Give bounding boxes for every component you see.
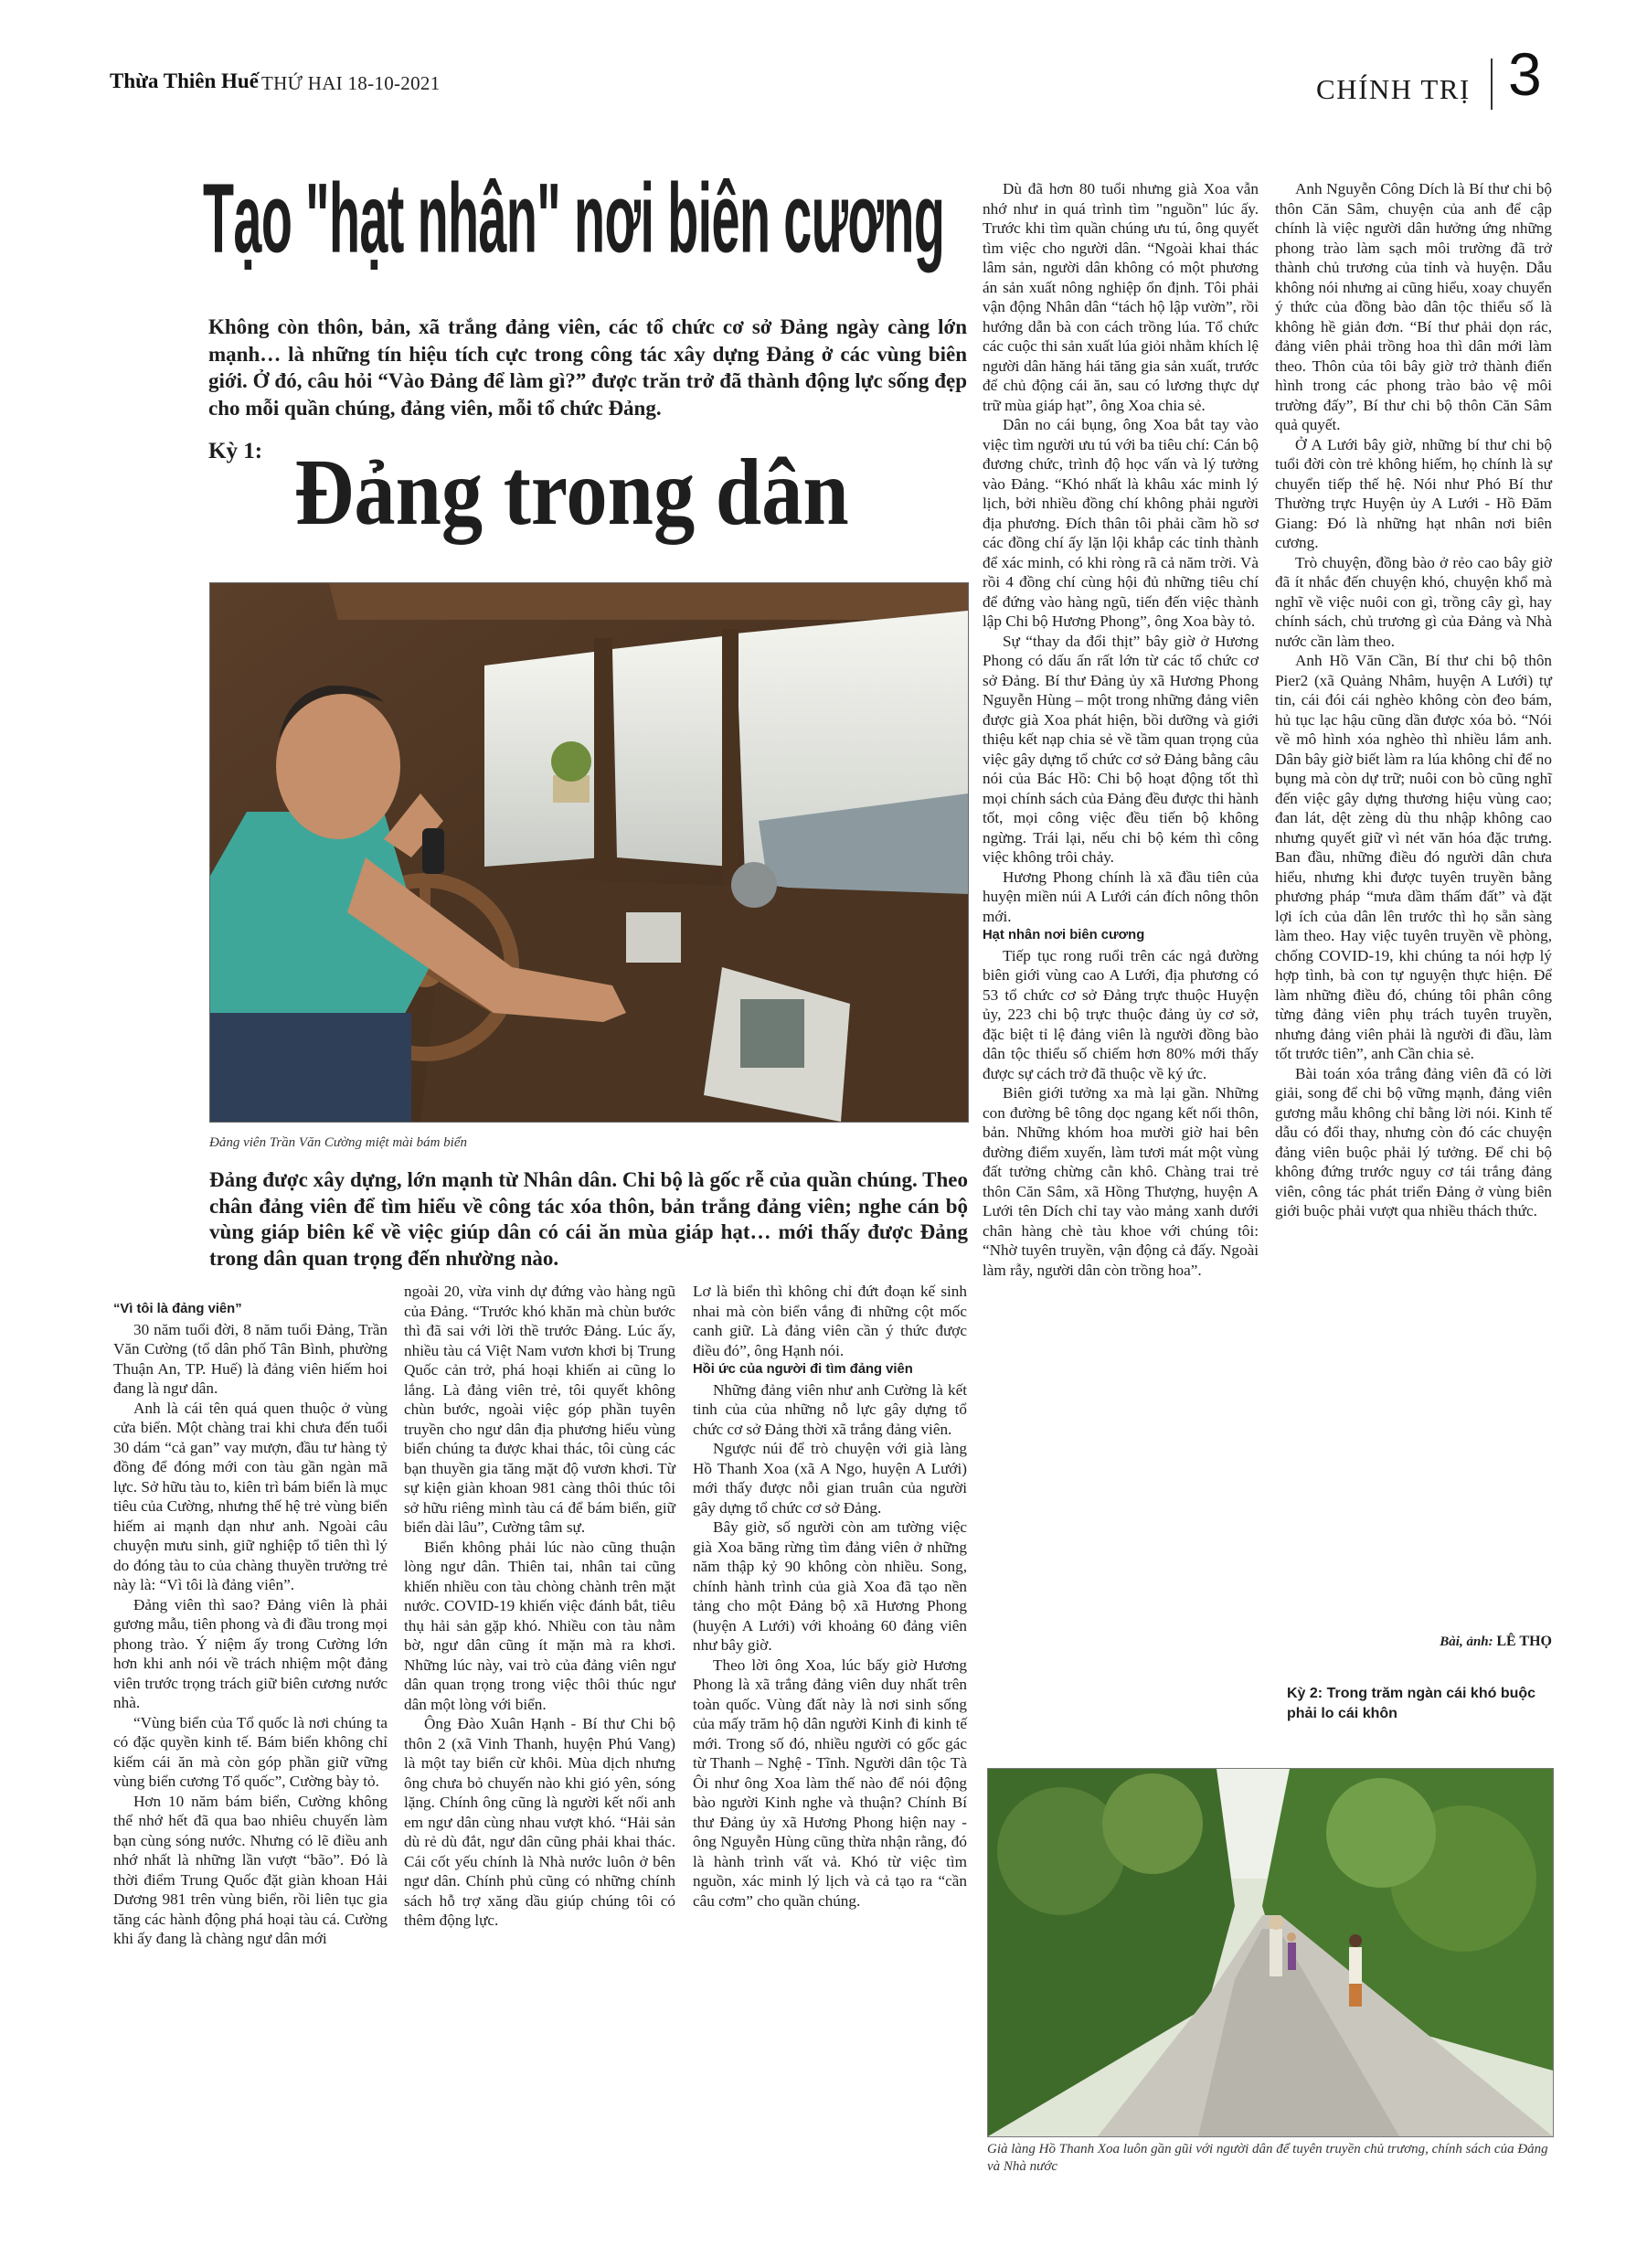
village-road-illustration (988, 1769, 1553, 2136)
paragraph: Bài toán xóa trắng đảng viên đã có lời giải, song để chi bộ vững mạnh, đảng viên gương mẫu không chỉ bằng lời nói. Kinh tế dẫu có đổi thay, nhưng còn đó các chuyện đảng viên buộc phải lý tưởng. Để chi bộ không đứng trước nguy cơ tái trắng đảng viên, công tác phát triển Đảng ở vùng biên giới buộc phải vượt qua nhiều thách thức. (1275, 1064, 1552, 1219)
section-heading: Hạt nhân nơi biên cương (983, 928, 1145, 942)
paragraph: Hương Phong chính là xã đầu tiên của huyện miền núi A Lưới cán đích nông thôn mới. (983, 868, 1259, 925)
page-number: 3 (1508, 40, 1542, 108)
section-name: CHÍNH TRỊ (1316, 73, 1471, 105)
paragraph: ngoài 20, vừa vinh dự đứng vào hàng ngũ của Đảng. “Trước khó khăn mà chùn bước thì đã sai với lời thề trước Đảng. Lúc ấy, nhiều tàu cá Việt Nam vươn khơi bị Trung Quốc cản trở, phá hoại khiến ai cũng lo lắng. Là đảng viên trẻ, tôi quyết không chùn bước, ngoài việc góp phần tuyên truyền cho ngư dân địa phương hiểu vùng biển chúng ta được khai thác, tôi cùng các bạn thuyền gia tăng mặt độ vươn khơi. Từ sự kiện giàn khoan 981 càng thôi thúc tôi sở hữu riêng mình tàu cá để bám biển, giữ biển dài lâu”, Cường tâm sự. (404, 1283, 675, 1536)
paragraph: Đảng viên thì sao? Đảng viên là phải gương mẫu, tiên phong và đi đầu trong mọi phong trào. Ý niệm ấy trong Cường lớn hơn khi anh nói về trách nhiệm một đảng viên trước trọng trách giữ biên cương nước nhà. (113, 1595, 388, 1711)
paragraph: Anh là cái tên quá quen thuộc ở vùng cửa biển. Một chàng trai khi chưa đến tuổi 30 dám “cả gan” vay mượn, đầu tư hàng tỷ đồng để đóng mới con tàu gần ngàn mã lực. Sở hữu tàu to, kiên trì bám biển là mục tiêu của Cường, nhưng thế hệ trẻ vùng biển hiếm ai mạnh dạn như anh. Ngoài câu chuyện mưu sinh, giữ nghiệp tổ tiên thì lý do đóng tàu to của chàng thuyền trưởng trẻ này là: “Vì tôi là đảng viên”. (113, 1399, 388, 1593)
byline (1275, 1634, 1552, 1650)
newspaper-name: Thừa Thiên Huế (110, 69, 259, 92)
main-photo (209, 582, 969, 1123)
fisherman-photo-illustration (210, 583, 968, 1122)
paragraph: Lơ là biển thì không chỉ đứt đoạn kế sinh nhai mà còn biển vắng đi những cột mốc canh giữ. Là đảng viên cần ý thức được điều đó”, ông Hạnh nói. (693, 1283, 967, 1359)
paragraph: Ông Đào Xuân Hạnh - Bí thư Chi bộ thôn 2 (xã Vinh Thanh, huyện Phú Vang) là một tay biển cừ khôi. Mùa dịch nhưng ông chưa bỏ chuyến nào khi gió yên, sóng lặng. Chính ông cũng là người kết nối anh em ngư dân cùng nhau vượt khó. “Hải sản dù rẻ dù đắt, ngư dân cũng phải khai thác. Cái cốt yếu chính là Nhà nước luôn ở bên ngư dân. Chính phủ cũng có những chính sách hỗ trợ xăng dầu giúp chúng tôi có thêm động lực. (404, 1715, 675, 1929)
author-name: LÊ THỌ (1496, 1634, 1552, 1649)
body-column-2 (404, 1282, 675, 1931)
paragraph: Trò chuyện, đồng bào ở rẻo cao bây giờ đã ít nhắc đến chuyện khó, chuyện khổ mà nghĩ về việc nuôi con gì, trồng cây gì, hay chính sách, chủ trương gì của Đảng và Nhà nước cần làm theo. (1275, 553, 1552, 650)
issue-date: THỨ HAI 18-10-2021 (261, 72, 441, 94)
body-column-4 (983, 179, 1259, 1280)
paragraph: Sự “thay da đổi thịt” bây giờ ở Hương Phong có dấu ấn rất lớn từ các tổ chức cơ sở Đảng. Bí thư Đảng ủy xã Hương Phong Nguyễn Hùng – một trong những đảng viên được già Xoa phát hiện, bồi dưỡng và giới thiệu kết nạp chia sẻ về tầm quan trọng của việc gây dựng tổ chức cơ sở Đảng bằng câu nói của Bác Hồ: Chi bộ hoạt động tốt thì mọi chính sách của Đảng đều được thi hành tốt, mọi công việc đều tiến bộ không ngừng. Trái lại, nếu chi bộ kém thì công việc không trôi chảy. (983, 632, 1259, 866)
series-label: Kỳ 1: (208, 439, 263, 463)
body-column-3 (693, 1282, 967, 1911)
header-divider (1491, 59, 1493, 110)
paragraph: “Vùng biển của Tổ quốc là nơi chúng ta có đặc quyền kinh tế. Bám biển không chỉ kiếm cái ăn mà còn góp phần giữ vững vùng biển cương Tổ quốc”, Cường bày tỏ. (113, 1713, 388, 1790)
paragraph: Biên giới tưởng xa mà lại gần. Những con đường bê tông dọc ngang kết nối thôn, bản. Những khóm hoa mười giờ hai bên đường điểm xuyến, làm tươi mát một vùng đất tưởng chừng cằn khô. Chàng trai trẻ thôn Căn Sâm, xã Hồng Thượng, huyện A Lưới tên Dích chỉ tay vào mảng xanh dưới chân hàng chè tàu khoe với chúng tôi: “Nhờ tuyên truyền, vận động cả đấy. Ngoài làm rẫy, người dân còn trồng hoa”. (983, 1084, 1259, 1279)
paragraph: Anh Nguyễn Công Dích là Bí thư chi bộ thôn Căn Sâm, chuyện của anh để cập chính là việc người dân hưởng ứng những phong trào làm sạch môi trường đã trở thành chủ trương của tỉnh và huyện. Dẫu không nói nhưng ai cũng hiểu, xoay chuyển ý thức của đồng bào dân tộc thiểu số là không hề giản đơn. “Bí thư phải dọn rác, đảng viên phải trồng hoa thì dân mới làm theo. Thôn của tôi bây giờ trở thành điển hình trong các phong trào bảo vệ môi trường đấy”, Bí thư chi bộ thôn Căn Sâm quả quyết. (1275, 180, 1552, 433)
photo-caption: Đảng viên Trần Văn Cường miệt mài bám biển (209, 1135, 468, 1150)
paragraph: Theo lời ông Xoa, lúc bấy giờ Hương Phong là xã trắng đảng viên duy nhất trên toàn quốc. Vùng đất này là nơi sinh sống của mấy trăm hộ dân người Kinh đi kinh tế mới. Trong số đó, nhiều người có gốc gác từ Thanh – Nghệ - Tĩnh. Người dân tộc Tà Ôi như ông Xoa làm thế nào để nói động bào người Kinh nghe và thuận? Chính Bí thư Đảng ủy xã Hương Phong hiện nay - ông Nguyễn Hùng cũng thừa nhận rằng, đó là hành trình vất vả. Khó từ việc tìm nguồn, xác minh lý lịch và cả tạo ra “cần câu cơm” cho quần chúng. (693, 1656, 967, 1910)
paragraph: Tiếp tục rong ruổi trên các ngả đường biên giới vùng cao A Lưới, địa phương có 53 tổ chức cơ sở Đảng trực thuộc Huyện ủy, 223 chi bộ trực thuộc đảng ủy cơ sở, đặc biệt tỉ lệ đảng viên là người đồng bào dân tộc thiểu số chiếm hơn 80% mới thấy được sự cách trở đã thuộc về ký ức. (983, 946, 1259, 1082)
paragraph: 30 năm tuổi đời, 8 năm tuổi Đảng, Trần Văn Cường (tổ dân phố Tân Bình, phường Thuận An, TP. Huế) là đảng viên hiếm hoi đang là ngư dân. (113, 1320, 388, 1397)
lead-paragraph: Đảng được xây dựng, lớn mạnh từ Nhân dân. Chi bộ là gốc rễ của quần chúng. Theo chân đảng viên để tìm hiểu về công tác xóa thôn, bản trắng đảng viên; nghe cán bộ vùng giáp biên kể về việc giúp dân có cái ăn mùa giáp hạt… mới thấy được Đảng trong dân quan trọng đến nhường nào. (209, 1168, 968, 1270)
paragraph: Những đảng viên như anh Cường là kết tinh của của những nỗ lực gây dựng tổ chức cơ sở Đảng thời xã trắng đảng viên. (693, 1380, 967, 1438)
body-column-1 (113, 1300, 388, 1949)
paragraph: Bây giờ, số người còn am tường việc già Xoa băng rừng tìm đảng viên ở những năm thập kỷ 90 không còn nhiều. Song, chính hành trình của già Xoa đã tạo nền tảng cho một Đảng bộ xã Hương Phong (huyện A Lưới) với khoảng 60 đảng viên như bây giờ. (693, 1518, 967, 1654)
headline: Tạo "hạt nhân" nơi biên cương (203, 164, 945, 274)
section-heading: “Vì tôi là đảng viên” (113, 1302, 242, 1316)
paragraph: Ngược núi để trò chuyện với già làng Hồ Thanh Xoa (xã A Ngo, huyện A Lưới) mới thấy được nỗi gian truân của người gây dựng tổ chức cơ sở Đảng. (693, 1440, 967, 1517)
subhead: Đảng trong dân (294, 440, 849, 545)
photo2-caption: Già làng Hồ Thanh Xoa luôn gần gũi với người dân để tuyên truyền chủ trương, chính sách của Đảng và Nhà nước (987, 2142, 1548, 2174)
paragraph: Dù đã hơn 80 tuổi nhưng già Xoa vẫn nhớ như in quá trình tìm "nguồn" lúc ấy. Trước khi tìm quần chúng ưu tú, ông quyết tìm việc cho người dân. “Ngoài khai thác lâm sản, người dân không có một phương án sản xuất nông nghiệp ổn định. Tôi phải vận động Nhân dân “tách hộ lập vườn”, rồi hướng dẫn bà con cách trồng lúa. Tổ chức các cuộc thi sản xuất lúa giỏi nhằm khích lệ người dân hăng hái tăng gia sản xuất, trước để chủ động cái ăn, sau có lương thực dự trữ mùa giáp hạt”, ông Xoa chia sẻ. (983, 180, 1259, 414)
paragraph: Ở A Lưới bây giờ, những bí thư chi bộ tuổi đời còn trẻ không hiếm, họ chính là sự chuyển tiếp thế hệ. Nói như Phó Bí thư Thường trực Huyện ủy A Lưới - Hồ Đăm Giang: Đó là những hạt nhân nơi biên cương. (1275, 435, 1552, 551)
paragraph: Dân no cái bụng, ông Xoa bắt tay vào việc tìm người ưu tú với ba tiêu chí: Cán bộ đương chức, trình độ học vấn và lý tưởng vào Đảng. “Khó nhất là khâu xác minh lý lịch, bởi nhiều đồng chí không phải người địa phương. Đích thân tôi phải cầm hồ sơ các đồng chí ấy lặn lội khắp các tỉnh thành để xác minh, có khi ròng rã cả năm trời. Và rồi 4 đồng chí cùng hội đủ những tiêu chí để đứng vào hàng ngũ, tiến đến việc thành lập Chi bộ Hương Phong”, ông Xoa bày tỏ. (983, 416, 1259, 630)
village-road-photo (987, 1768, 1554, 2137)
next-episode-teaser: Kỳ 2: Trong trăm ngàn cái khó buộc phải lo cái khôn (1287, 1686, 1536, 1721)
byline-prefix: Bài, ảnh: (1440, 1634, 1493, 1649)
body-column-5 (1275, 179, 1552, 1221)
paragraph: Anh Hồ Văn Cần, Bí thư chi bộ thôn Pier2 (xã Quảng Nhâm, huyện A Lưới) tự tin, cái đói cái nghèo không còn đeo bám, hủ tục lạc hậu cũng dần được xóa bỏ. “Nói về mô hình xóa nghèo thì nhiều lắm anh. Dân bây giờ biết làm ra lúa không chỉ để no bụng mà còn dự trữ; nuôi con bò cũng nghĩ đến việc gây dựng thương hiệu vùng cao; đan lát, dệt zèng dù thu nhập không cao nhưng quyết giữ vì nét văn hóa đặc trưng. Ban đầu, những điều đó người dân chưa hiểu, nhưng khi được tuyên truyền bằng phương pháp “mưa dầm thấm đất” và đặt lợi ích của dân lên trước thì họ sẵn sàng làm theo. Hay việc tuyên truyền về phòng, chống COVID-19, khi chúng ta nói hợp lý hợp tình, bà con tự nguyện thực hiện. Để làm những điều đó, chúng tôi phân công từng đảng viên phụ trách tuyên truyền, nhưng đảng viên phải là người đi đầu, làm tốt trước tiên”, anh Cần chia sẻ. (1275, 652, 1552, 1062)
paragraph: Hơn 10 năm bám biển, Cường không thể nhớ hết đã qua bao nhiêu chuyến làm bạn cùng sóng nước. Nhưng có lẽ điều anh nhớ nhất là những lần vượt “bão”. Đó là thời điểm Trung Quốc đặt giàn khoan Hải Dương 981 trên vùng biển, rồi liên tục gia tăng các hành động phá hoại tàu cá. Cường khi ấy đang là chàng ngư dân mới (113, 1792, 388, 1947)
paragraph: Biển không phải lúc nào cũng thuận lòng ngư dân. Thiên tai, nhân tai cũng khiến nhiều con tàu chòng chành trên mặt nước. COVID-19 khiến việc đánh bắt, tiêu thụ hải sản gặp khó. Nhiều con tàu nằm bờ, ngư dân cũng ít mặn mà ra khơi. Những lúc này, vai trò của đảng viên ngư dân quan trọng trong việc thôi thúc ngư dân một lòng với biển. (404, 1538, 675, 1713)
section-heading: Hồi ức của người đi tìm đảng viên (693, 1362, 913, 1377)
sapo: Không còn thôn, bản, xã trắng đảng viên, các tổ chức cơ sở Đảng ngày càng lớn mạnh… là những tín hiệu tích cực trong công tác xây dựng Đảng ở các vùng biên giới. Ở đó, câu hỏi “Vào Đảng để làm gì?” được trăn trở đã thành động lực sống đẹp cho mỗi quần chúng, đảng viên, mỗi tổ chức Đảng. (208, 315, 967, 420)
